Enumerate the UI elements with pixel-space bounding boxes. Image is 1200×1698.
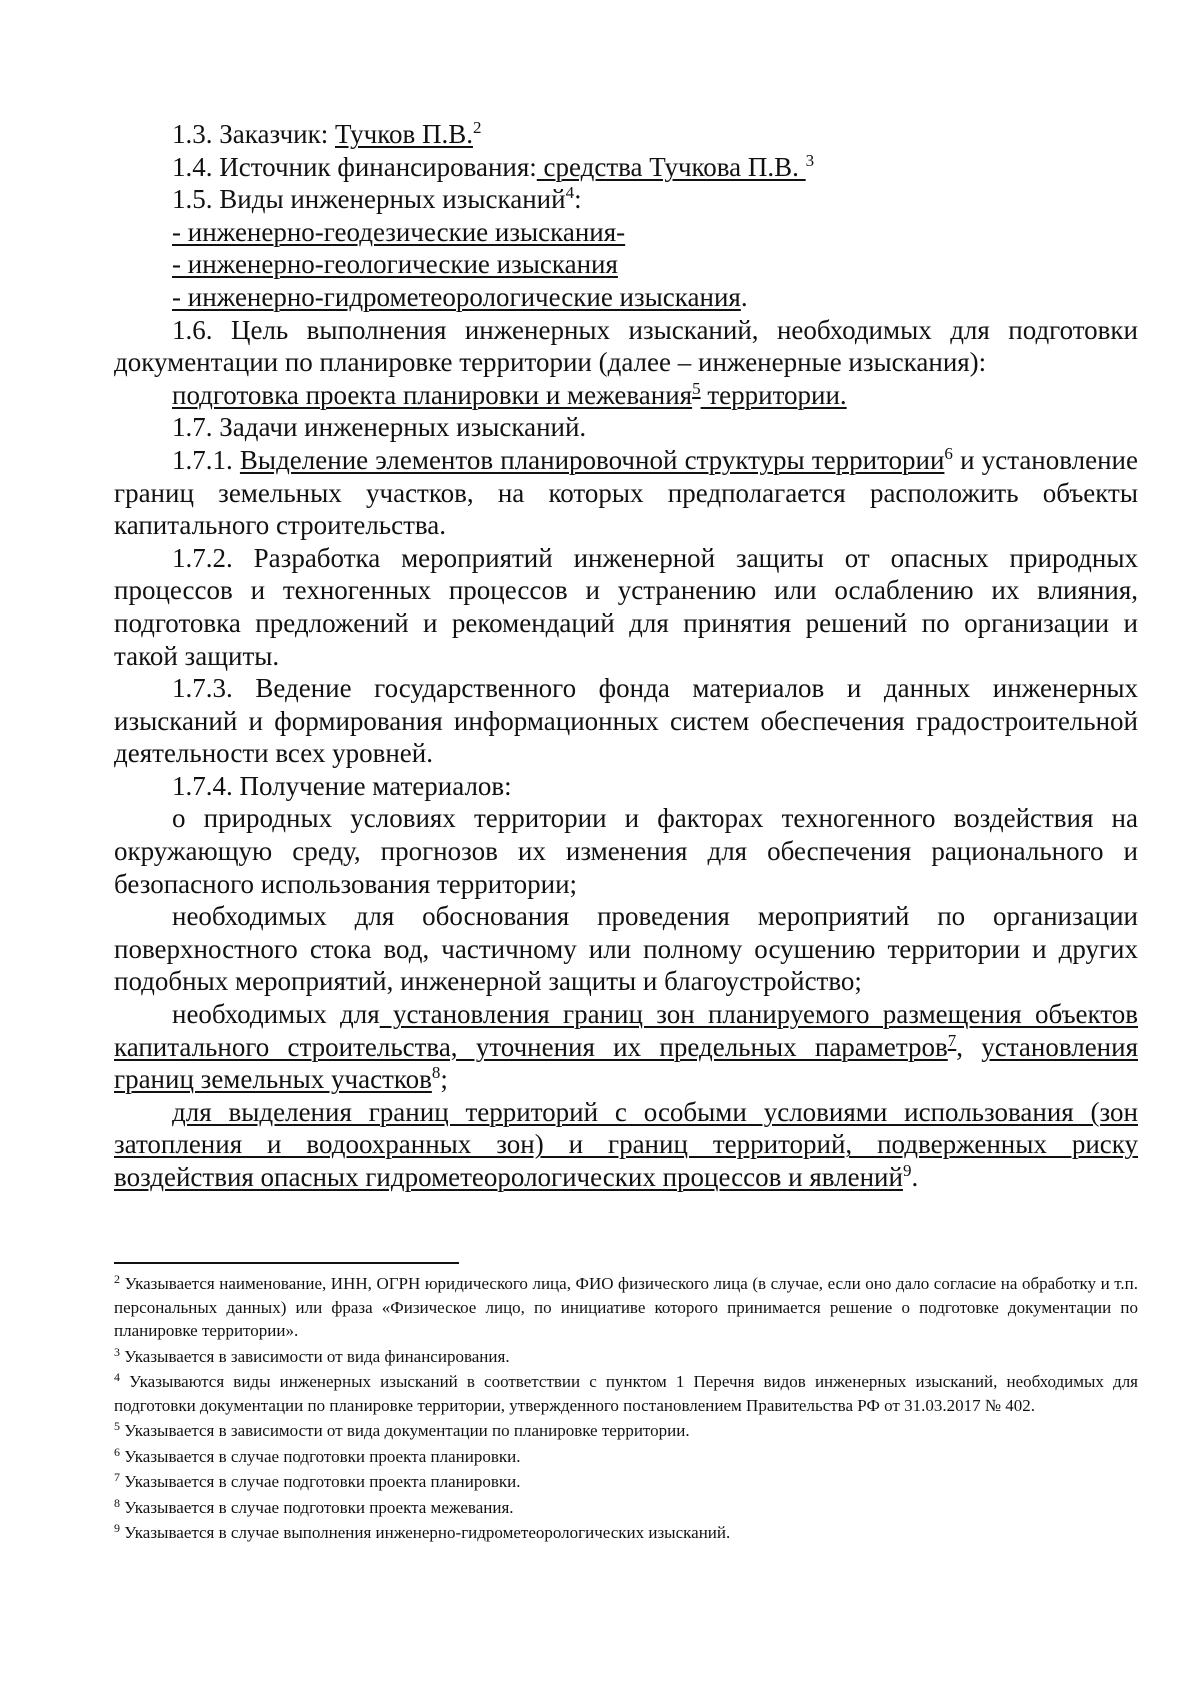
footnote-number: 7 [114,1470,120,1484]
footnote-number: 9 [114,1521,120,1535]
survey-type-hydromet: - инженерно-гидрометеорологические изыскания [172,281,741,312]
footnote [114,1445,1138,1469]
footnotes [114,1272,1138,1547]
footnote-ref-5: 5 [692,378,701,398]
footnote-ref-2: 2 [472,118,482,137]
footnote [114,1272,1138,1343]
footnote-number: 2 [114,1272,120,1286]
clause-1-7: 1.7. Задачи инженерных изысканий. [172,412,587,443]
survey-type-geological: - инженерно-геологические изыскания [172,249,618,280]
footnote-text: Указывается в случае выполнения инженерно-гидрометеорологических изысканий. [120,1523,731,1542]
footnote-separator [114,1262,459,1264]
clause-1-5-label: 1.5. Виды инженерных изысканий [172,184,566,215]
footnote-number: 4 [114,1370,120,1384]
materials-natural-conditions: о природных условиях территории и факторах техногенного воздействия на окружающую среду, прогнозов их изменения для обеспечения рационального и безопасного использования территории; [114,803,1138,899]
footnote [114,1470,1138,1494]
footnote-number: 5 [114,1419,120,1433]
footnote-number: 3 [114,1344,120,1359]
survey-type-item [114,281,1138,314]
clause-1-4 [114,151,1138,184]
materials-boundaries-mid: , [956,1031,982,1062]
footnote-number: 6 [114,1444,120,1459]
materials-boundaries [114,998,1138,1096]
materials-boundaries-underlined-1: установления границ зон планируемого размещения объектов капитального строительства, уточнения их предельных параметров [114,999,1138,1062]
footnote [114,1521,1138,1545]
footnote-ref-9: 9 [902,1161,912,1180]
survey-type-geodetic: - инженерно-геодезические изыскания- [172,216,626,247]
clause-1-7-3: 1.7.3. Ведение государственного фонда материалов и данных инженерных изысканий и формирования информационных систем обеспечения градостроительной деятельности всех уровней. [114,673,1138,769]
footnote-text: Указывается в случае подготовки проекта планировки. [120,1446,521,1466]
materials-special-zones-end: . [911,1162,919,1192]
clause-1-6: 1.6. Цель выполнения инженерных изысканий, необходимых для подготовки документации по планировке территории (далее – инженерные изыскания): [114,314,1138,378]
clause-1-7-1 [114,444,1138,542]
footnote-ref-6: 6 [944,443,953,463]
footnote [114,1370,1138,1417]
survey-type-item [114,216,1138,249]
footnote-text: Указывается в случае подготовки проекта межевания. [120,1497,514,1517]
clause-1-3-label: 1.3. Заказчик: [172,119,335,149]
footnote [114,1496,1138,1520]
survey-type-item [114,248,1138,281]
purpose-value-a: подготовка проекта планировки и межевания [172,379,693,410]
customer-value: Тучков П.В. [334,119,473,149]
clause-1-7-1-number: 1.7.1. [172,444,240,475]
footnote-text: Указывается наименование, ИНН, ОГРН юридического лица, ФИО физического лица (в случае, если оно дало согласие на обработку и т.п. персональных данных) или фраза «Физическое лицо, по инициативе которого принимается решение о подготовке документации по планировке территории». [114,1274,1138,1340]
footnote [114,1345,1138,1369]
materials-boundaries-end: ; [440,1064,448,1095]
clause-1-7-1-rest: и установление границ земельных участков, на которых предполагается расположить объекты капитального строительства. [114,444,1138,541]
footnote-ref-3: 3 [805,150,815,170]
clause-1-3 [114,118,1138,151]
footnote-ref-7: 7 [947,1030,957,1050]
materials-boundaries-start: необходимых для [172,999,380,1030]
materials-boundaries-underlined-2: установления границ земельных участков [114,1031,1138,1095]
footnote-number: 8 [114,1495,120,1510]
footnote-text: Указывается в случае подготовки проекта планировки. [120,1472,521,1491]
clause-1-7-2: 1.7.2. Разработка мероприятий инженерной защиты от опасных природных процессов и техногенных процессов и устранению или ослаблению их влияния, подготовка предложений и рекомендаций для принятия решений по организации и такой защиты. [114,542,1138,671]
clause-1-5-colon: : [574,184,582,215]
clause-1-7-1-underlined: Выделение элементов планировочной структуры территории [239,444,945,475]
funding-source-value: средства Тучкова П.В. [536,151,806,182]
list-end-period: . [740,281,748,312]
purpose-value-b: территории. [700,379,847,410]
clause-1-5 [114,183,1138,216]
footnote-text: Указывается в зависимости от вида документации по планировке территории. [120,1421,690,1440]
footnote-text: Указывается в зависимости от вида финансирования. [120,1346,510,1366]
footnote-ref-8: 8 [431,1063,441,1083]
clause-1-4-label: 1.4. Источник финансирования: [172,151,537,182]
clause-1-6-value [114,379,1138,412]
materials-special-zones-underlined: для выделения границ территорий с особыми условиями использования (зон затопления и водоохранных зон) и границ территорий, подверженных риску воздействия опасных гидрометеорологических процессов и явлений [114,1096,1138,1192]
footnote-text: Указываются виды инженерных изысканий в соответствии с пунктом 1 Перечня видов инженерных изысканий, необходимых для подготовки документации по планировке территории, утвержденного постановлением Правительства РФ от 31.03.2017 № 402. [114,1372,1138,1415]
footnote-ref-4: 4 [565,183,575,203]
document-body [114,118,1138,1194]
footnote [114,1419,1138,1443]
materials-surface-runoff: необходимых для обоснования проведения мероприятий по организации поверхностного стока вод, частичному или полному осушению территории и других подобных мероприятий, инженерной защиты и благоустройство; [114,901,1138,997]
materials-special-zones [114,1096,1138,1194]
clause-1-7-4: 1.7.4. Получение материалов: [172,770,512,801]
